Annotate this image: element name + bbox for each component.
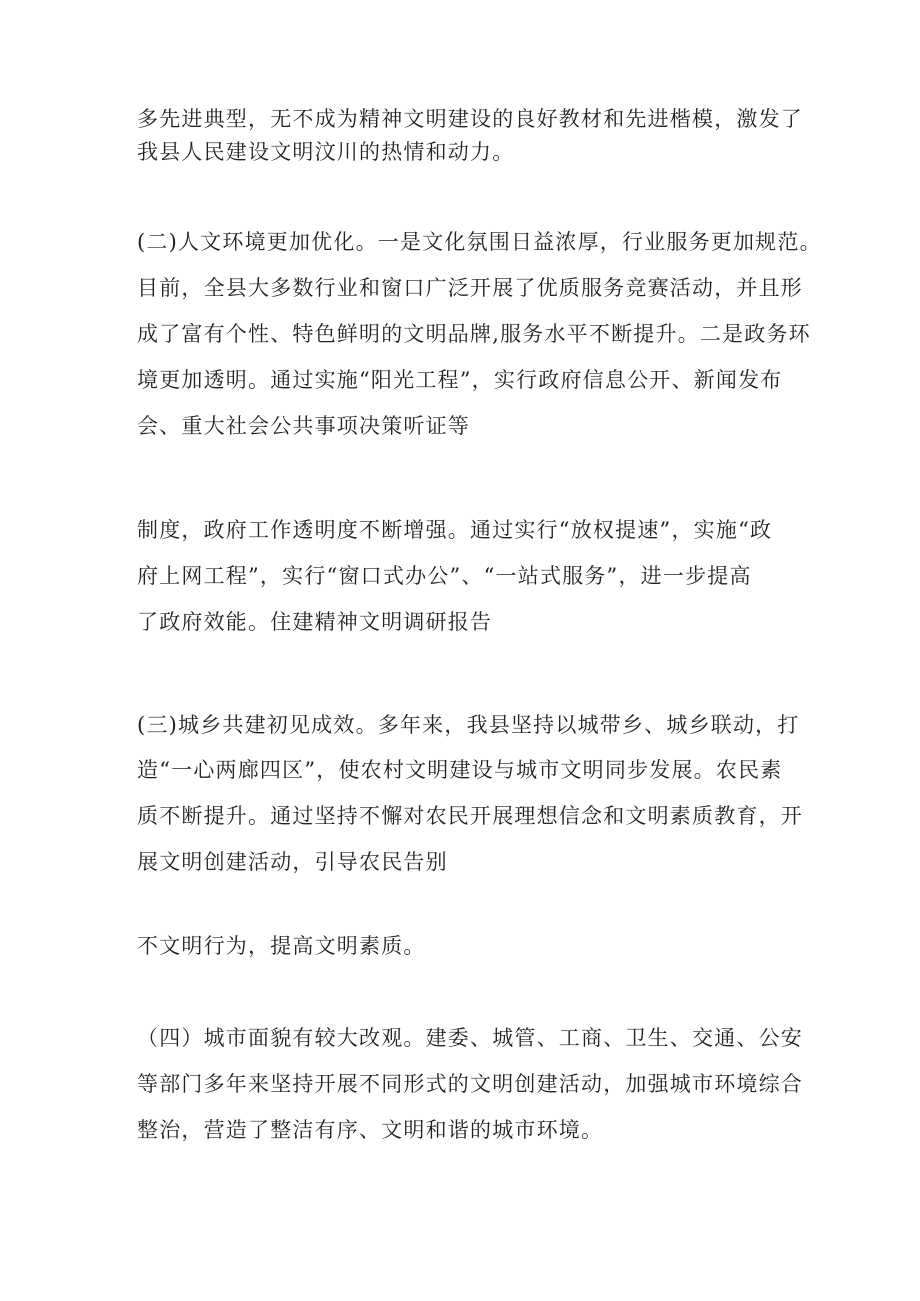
text-line: 造“一心两廊四区”，使农村文明建设与城市文明同步发展。农民素: [137, 758, 783, 782]
section-four-heading-line: （四）城市面貌有较大改观。建委、城管、工商、卫生、交通、公安: [137, 1026, 803, 1050]
text-line: 会、重大社会公共事项决策听证等: [137, 414, 470, 438]
text-line: 展文明创建活动，引导农民告别: [137, 850, 448, 874]
text-line: 我县人民建设文明汶川的热情和动力。: [137, 140, 515, 164]
text-line: 整治，营造了整洁有序、文明和谐的城市环境。: [137, 1118, 604, 1142]
text-line: 不文明行为，提高文明素质。: [137, 934, 426, 958]
section-two-heading-line: (二)人文环境更加优化。一是文化氛围日益浓厚，行业服务更加规范。: [137, 230, 822, 254]
text-line: 多先进典型，无不成为精神文明建设的良好教材和先进楷模，激发了: [137, 107, 803, 131]
text-line: 等部门多年来坚持开展不同形式的文明创建活动，加强城市环境综合: [137, 1072, 803, 1096]
text-line: 府上网工程”，实行“窗口式办公”、“一站式服务”，进一步提高: [137, 564, 752, 588]
text-line: 了政府效能。住建精神文明调研报告: [137, 610, 493, 634]
text-line: 制度，政府工作透明度不断增强。通过实行“放权提速”，实施“政: [137, 518, 773, 542]
section-three-heading-line: (三)城乡共建初见成效。多年来，我县坚持以城带乡、城乡联动，打: [137, 713, 800, 737]
text-line: 目前，全县大多数行业和窗口广泛开展了优质服务竞赛活动，并且形: [137, 276, 803, 300]
text-line: 境更加透明。通过实施“阳光工程”，实行政府信息公开、新闻发布: [137, 368, 783, 392]
text-line: 成了富有个性、特色鲜明的文明品牌,服务水平不断提升。二是政务环: [137, 322, 811, 346]
text-line: 质不断提升。通过坚持不懈对农民开展理想信念和文明素质教育，开: [137, 804, 803, 828]
